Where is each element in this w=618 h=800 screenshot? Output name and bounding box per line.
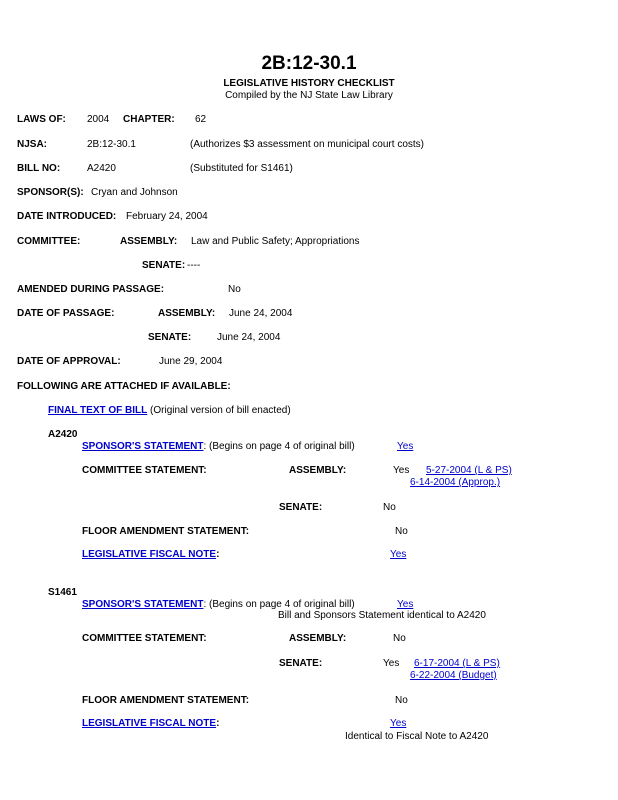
date-of-approval-label: DATE OF APPROVAL: bbox=[17, 356, 121, 367]
a2420-assembly-link-approp[interactable]: 6-14-2004 (Approp.) bbox=[410, 477, 501, 488]
committee-assembly-label: ASSEMBLY: bbox=[120, 236, 178, 247]
a2420-assembly-value: Yes bbox=[393, 465, 410, 476]
passage-assembly-value: June 24, 2004 bbox=[229, 308, 293, 319]
s1461-fiscal-note-link[interactable]: LEGISLATIVE FISCAL NOTE bbox=[82, 718, 217, 729]
passage-senate-label: SENATE: bbox=[148, 332, 192, 343]
a2420-bill-label: A2420 bbox=[48, 429, 78, 440]
s1461-assembly-value: No bbox=[393, 633, 406, 644]
a2420-sponsor-note: : (Begins on page 4 of original bill) bbox=[203, 441, 355, 452]
a2420-floor-label: FLOOR AMENDMENT STATEMENT: bbox=[82, 526, 250, 537]
a2420-senate-label: SENATE: bbox=[279, 502, 323, 513]
bill-no-note: (Substituted for S1461) bbox=[190, 163, 293, 174]
passage-assembly-label: ASSEMBLY: bbox=[158, 308, 216, 319]
s1461-senate-link-lps[interactable]: 6-17-2004 (L & PS) bbox=[414, 658, 500, 669]
njsa-value: 2B:12-30.1 bbox=[87, 139, 136, 150]
date-introduced-label: DATE INTRODUCED: bbox=[17, 211, 117, 222]
a2420-floor-value: No bbox=[395, 526, 408, 537]
committee-senate-value: ---- bbox=[187, 260, 201, 271]
passage-senate-value: June 24, 2004 bbox=[217, 332, 281, 343]
a2420-fiscal-yes-link[interactable]: Yes bbox=[390, 549, 407, 560]
a2420-senate-value: No bbox=[383, 502, 396, 513]
s1461-fiscal-colon: : bbox=[216, 718, 220, 729]
amended-label: AMENDED DURING PASSAGE: bbox=[17, 284, 165, 295]
s1461-fiscal-row bbox=[82, 718, 219, 730]
s1461-sponsor-identical-note: Bill and Sponsors Statement identical to A2420 bbox=[278, 610, 486, 621]
a2420-fiscal-row bbox=[82, 549, 219, 561]
a2420-sponsor-yes-link[interactable]: Yes bbox=[397, 441, 414, 452]
chapter-value: 62 bbox=[195, 114, 207, 125]
bill-no-value: A2420 bbox=[87, 163, 116, 174]
chapter-label: CHAPTER: bbox=[123, 114, 175, 125]
date-of-approval-value: June 29, 2004 bbox=[159, 356, 223, 367]
s1461-senate-link-budget[interactable]: 6-22-2004 (Budget) bbox=[410, 670, 497, 681]
njsa-label: NJSA: bbox=[17, 139, 48, 150]
a2420-assembly-link-lps[interactable]: 5-27-2004 (L & PS) bbox=[426, 465, 512, 476]
date-of-passage-label: DATE OF PASSAGE: bbox=[17, 308, 115, 319]
s1461-floor-value: No bbox=[395, 695, 408, 706]
njsa-note: (Authorizes $3 assessment on municipal court costs) bbox=[190, 139, 424, 150]
s1461-fiscal-yes-link[interactable]: Yes bbox=[390, 718, 407, 729]
s1461-fiscal-identical-note: Identical to Fiscal Note to A2420 bbox=[345, 731, 489, 742]
s1461-sponsor-statement-link[interactable]: SPONSOR'S STATEMENT bbox=[82, 599, 204, 610]
final-text-row bbox=[48, 405, 291, 417]
compiled-by: Compiled by the NJ State Law Library bbox=[225, 90, 393, 101]
committee-label: COMMITTEE: bbox=[17, 236, 81, 247]
a2420-assembly-label: ASSEMBLY: bbox=[289, 465, 347, 476]
document-subtitle: LEGISLATIVE HISTORY CHECKLIST bbox=[223, 78, 395, 89]
committee-assembly-value: Law and Public Safety; Appropriations bbox=[191, 236, 360, 247]
committee-senate-label: SENATE: bbox=[142, 260, 186, 271]
date-introduced-value: February 24, 2004 bbox=[126, 211, 208, 222]
page-title: 2B:12-30.1 bbox=[261, 53, 357, 74]
s1461-sponsor-yes-link[interactable]: Yes bbox=[397, 599, 414, 610]
a2420-fiscal-colon: : bbox=[216, 549, 220, 560]
sponsors-label: SPONSOR(S): bbox=[17, 187, 84, 198]
attached-header: FOLLOWING ARE ATTACHED IF AVAILABLE: bbox=[17, 381, 231, 392]
a2420-fiscal-note-link[interactable]: LEGISLATIVE FISCAL NOTE bbox=[82, 549, 217, 560]
a2420-sponsor-statement-link[interactable]: SPONSOR'S STATEMENT bbox=[82, 441, 204, 452]
s1461-committee-label: COMMITTEE STATEMENT: bbox=[82, 633, 207, 644]
final-text-link[interactable]: FINAL TEXT OF BILL bbox=[48, 405, 148, 416]
bill-no-label: BILL NO: bbox=[17, 163, 61, 174]
s1461-bill-label: S1461 bbox=[48, 587, 77, 598]
a2420-committee-label: COMMITTEE STATEMENT: bbox=[82, 465, 207, 476]
sponsors-value: Cryan and Johnson bbox=[91, 187, 178, 198]
s1461-floor-label: FLOOR AMENDMENT STATEMENT: bbox=[82, 695, 250, 706]
s1461-senate-label: SENATE: bbox=[279, 658, 323, 669]
a2420-sponsor-row bbox=[82, 441, 355, 453]
s1461-assembly-label: ASSEMBLY: bbox=[289, 633, 347, 644]
laws-of-value: 2004 bbox=[87, 114, 110, 125]
final-text-note: (Original version of bill enacted) bbox=[147, 405, 291, 416]
laws-of-label: LAWS OF: bbox=[17, 114, 66, 125]
s1461-senate-value: Yes bbox=[383, 658, 400, 669]
amended-value: No bbox=[228, 284, 241, 295]
s1461-sponsor-note: : (Begins on page 4 of original bill) bbox=[203, 599, 355, 610]
